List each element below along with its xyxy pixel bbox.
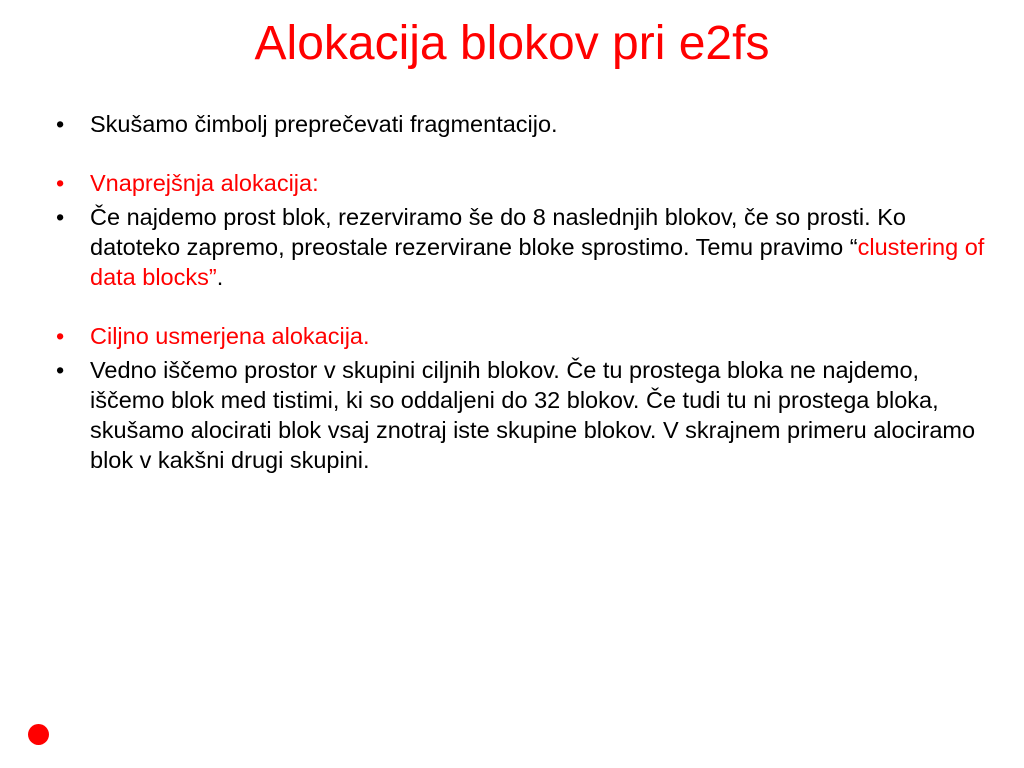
bullet-text: Vnaprejšnja alokacija: <box>90 170 319 196</box>
bullet-text-before: Če najdemo prost blok, rezerviramo še do 8 naslednjih blokov, če so prosti. Ko datoteko zapremo, preostale rezervirane bloke sprostimo. Temu pravimo “ <box>90 204 906 260</box>
bullet-fragmentation <box>48 109 998 139</box>
bullet-text <box>90 204 984 290</box>
slide-title: Alokacija blokov pri e2fs <box>254 17 770 70</box>
bullet-preallocation-heading <box>48 168 998 198</box>
bullet-list <box>48 109 998 475</box>
bullet-preallocation-detail <box>48 202 998 292</box>
bullet-goal-allocation-detail <box>48 355 998 475</box>
bullet-text-after: . <box>216 264 224 290</box>
bullet-glyph: • <box>56 111 65 137</box>
red-dot-decoration <box>28 724 49 745</box>
bullet-glyph: • <box>56 323 65 349</box>
bullet-glyph: • <box>56 170 65 196</box>
bullet-glyph: • <box>56 204 65 230</box>
bullet-glyph: • <box>56 357 65 383</box>
bullet-text: Skušamo čimbolj preprečevati fragmentacijo. <box>90 111 558 137</box>
bullet-goal-allocation-heading <box>48 321 998 351</box>
bullet-text: Ciljno usmerjena alokacija. <box>90 323 370 349</box>
bullet-text: Vedno iščemo prostor v skupini ciljnih blokov. Če tu prostega bloka ne najdemo, iščemo blok med tistimi, ki so oddaljeni do 32 blokov. Če tudi tu ni prostega bloka, skušamo alocirati blok vsaj znotraj iste skupine blokov. V skrajnem primeru alociramo blok v kakšni drugi skupini. <box>90 357 976 473</box>
bullet-highlight-term: clustering of data blocks” <box>90 234 985 290</box>
